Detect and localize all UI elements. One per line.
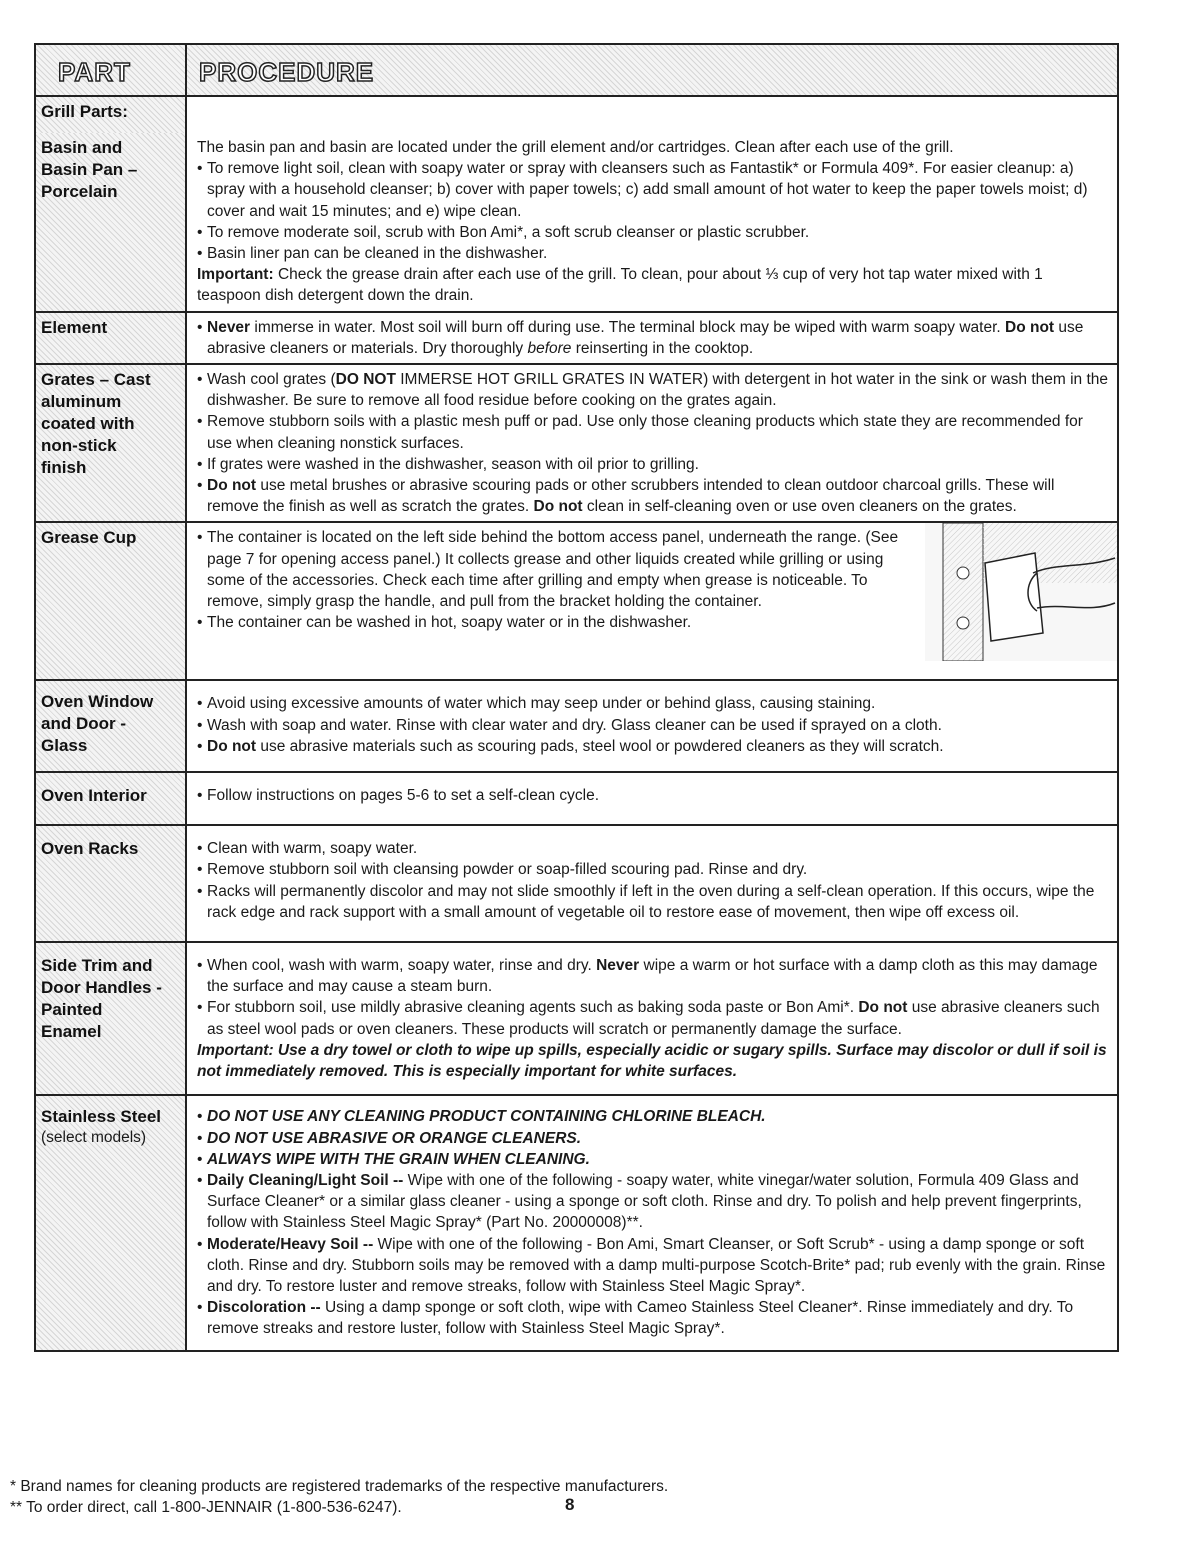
trim-b2c: use abrasive cleaners such as steel wool pads or oven cleaners. These products will scratch or permanently damage the surface. — [207, 999, 1100, 1038]
stainless-b5b: Wipe with one of the following - Bon Ami, Smart Cleanser, or Soft Scrub* - using a damp sponge or soft cloth. Rinse and dry. Stubborn soils may be removed with a damp multi-purpose Scotch-Brite* pad; rub evenly with the grain. Rinse and dry. To restore luster and remove streaks, follow with Stainless Steel Magic Spray*. — [207, 1235, 1106, 1295]
grates-label: Grates – Cast aluminum coated with non-stick finish — [41, 370, 151, 478]
interior-bullet-1: Follow instructions on pages 5-6 to set a self-clean cycle. — [207, 787, 599, 805]
table-row-trim — [36, 943, 1117, 1096]
trim-important: Important: Use a dry towel or cloth to wipe up spills, especially acidic or sugary spills. Surface may discolor or dull if soil is not immediately removed. This is especially important for white surfaces. — [197, 1041, 1107, 1081]
stainless-b4a: Daily Cleaning/Light Soil -- — [207, 1171, 404, 1189]
stainless-b6b: Using a damp sponge or soft cloth, wipe with Cameo Stainless Steel Cleaner*. Rinse immediately and dry. To remove streaks and restore luster, follow with Stainless Steel Magic Spray*. — [207, 1299, 1074, 1338]
grates-bullet-2: Remove stubborn soils with a plastic mesh puff or pad. Use only those cleaning products which state they are recommended for use when cleaning nonstick surfaces. — [207, 413, 1083, 452]
table-row-racks — [36, 826, 1117, 943]
stainless-sublabel: (select models) — [41, 1129, 147, 1147]
grease-procedure: • The container is located on the left side behind the bottom access panel, underneath the range. (See page 7 for opening access panel.) It collects grease and other liquids created while grilling or using some of the accessories. Check each time after grilling and empty when grease is noticeable. To remove, simply grasp the handle, and pull from the bracket holding the container. • The container can be washed in hot, soapy water or in the dishwasher. — [187, 523, 1117, 679]
window-bullet-1: Avoid using excessive amounts of water which may seep under or behind glass, causing staining. — [207, 695, 876, 713]
stainless-bullet-2: DO NOT USE ABRASIVE OR ORANGE CLEANERS. — [207, 1129, 582, 1147]
racks-label: Oven Racks — [41, 839, 139, 859]
trim-b1a: When cool, wash with warm, soapy water, rinse and dry. — [207, 957, 597, 975]
table-row-stainless — [36, 1096, 1117, 1349]
stainless-bullet-1: DO NOT USE ANY CLEANING PRODUCT CONTAINING CHLORINE BLEACH. — [207, 1108, 766, 1126]
element-procedure: • Never immerse in water. Most soil will burn off during use. The terminal block may be wiped with warm soapy water. Do not use abrasive cleaners or materials. Dry thoroughly before reinserting in the cooktop. — [187, 313, 1117, 363]
window-procedure: • Avoid using excessive amounts of water which may seep under or behind glass, causing staining. • Wash with soap and water. Rinse with clear water and dry. Glass cleaner can be used if sprayed on a cloth. • Do not use abrasive materials such as scouring pads, steel wool or powdered cleaners as they will scratch. — [187, 681, 1117, 771]
window-bullet-2: Wash with soap and water. Rinse with clear water and dry. Glass cleaner can be used if sprayed on a cloth. — [207, 716, 942, 734]
grease-bullet-1: The container is located on the left side behind the bottom access panel, underneath the range. (See page 7 for opening access panel.) It collects grease and other liquids created while grilling or using some of the accessories. Check each time after grilling and empty when grease is noticeable. To remove, simply grasp the handle, and pull from the bracket holding the container. — [207, 529, 899, 611]
grates-procedure: • Wash cool grates (DO NOT IMMERSE HOT GRILL GRATES IN WATER) with detergent in hot water in the sink or wash them in the dishwasher. Be sure to remove all food residue before cooking on the grates again. • Remove stubborn soils with a plastic mesh puff or pad. Use only those cleaning products which state they are recommended for use when cleaning nonstick surfaces. • If grates were washed in the dishwasher, season with oil prior to grilling. • Do not use metal brushes or abrasive scouring pads or other scrubbers intended to clean outdoor charcoal grills. These will remove the finish as well as scratch the grates. Do not clean in self-cleaning oven or use oven cleaners on the grates. — [187, 365, 1117, 521]
trim-b2b: Do not — [858, 999, 908, 1017]
element-before: before — [527, 339, 572, 357]
trim-b1b: Never — [596, 957, 640, 975]
footnote-1: * Brand names for cleaning products are registered trademarks of the respective manufacturers. — [10, 1478, 669, 1495]
racks-bullet-3: Racks will permanently discolor and may not slide smoothly if left in the oven during a self-clean operation. If this occurs, wipe the rack edge and rack support with a small amount of vegetable oil to restore ease of movement, then wipe off excess oil. — [207, 882, 1095, 921]
racks-bullet-2: Remove stubborn soil with cleansing powder or soap-filled scouring pad. Rinse and dry. — [207, 861, 808, 879]
grates-b4d: clean in self-cleaning oven or use oven cleaners on the grates. — [582, 498, 1017, 516]
stainless-label: Stainless Steel — [41, 1107, 162, 1127]
interior-label: Oven Interior — [41, 786, 147, 806]
window-b3a: Do not — [207, 737, 257, 755]
cleaning-table — [34, 43, 1119, 1352]
table-row-interior — [36, 773, 1117, 826]
grease-bullet-2: The container can be washed in hot, soapy water or in the dishwasher. — [207, 614, 692, 632]
stainless-b6a: Discoloration -- — [207, 1299, 321, 1317]
basin-bullet-2: To remove moderate soil, scrub with Bon Ami*, a soft scrub cleanser or plastic scrubber. — [207, 223, 810, 241]
part-column-header: PART — [58, 57, 131, 87]
element-never: Never — [207, 318, 251, 336]
grates-bullet-3: If grates were washed in the dishwasher, season with oil prior to grilling. — [207, 455, 699, 473]
trim-b1c: wipe a warm or hot surface with a damp cloth as this may damage the surface and may cause a steam burn. — [207, 957, 1098, 996]
trim-b2a: For stubborn soil, use mildly abrasive cleaning agents such as baking soda paste or Bon Ami*. — [207, 999, 859, 1017]
element-text-3: reinserting in the cooktop. — [571, 339, 754, 357]
basin-label: Basin and Basin Pan – Porcelain — [41, 138, 138, 201]
element-do-not: Do not — [1005, 318, 1055, 336]
grates-b1a: Wash cool grates ( — [207, 371, 336, 389]
basin-procedure: The basin pan and basin are located under the grill element and/or cartridges. Clean after each use of the grill. • To remove light soil, clean with soapy water or spray with cleansers such as Fantastik* or Formula 409*. For easier cleanup: a) spray with a household cleanser; b) cover with paper towels; c) add small amount of hot water to keep the paper towels moist; d) cover and wait 15 minutes; and e) wipe clean. • To remove moderate soil, scrub with Bon Ami*, a soft scrub cleanser or plastic scrubber. • Basin liner pan can be cleaned in the dishwasher. Important: Check the grease drain after each use of the grill. To clean, pour about ⅓ cup of very hot tap water mixed with 1 teaspoon dish detergent down the drain. — [187, 133, 1117, 311]
element-text-1: immerse in water. Most soil will burn off during use. The terminal block may be wiped with warm soapy water. — [250, 318, 1006, 336]
grill-parts-group — [36, 97, 1117, 681]
basin-intro: The basin pan and basin are located under the grill element and/or cartridges. Clean after each use of the grill. — [197, 139, 954, 156]
trim-procedure: • When cool, wash with warm, soapy water, rinse and dry. Never wipe a warm or hot surface with a damp cloth as this may damage the surface and may cause a steam burn. • For stubborn soil, use mildly abrasive cleaning agents such as baking soda paste or Bon Ami*. Do not use abrasive cleaners such as steel wool pads or oven cleaners. These products will scratch or permanently damage the surface. Important: Use a dry towel or cloth to wipe up spills, especially acidic or sugary spills. Surface may discolor or dull if soil is not immediately removed. This is especially important for white surfaces. — [187, 943, 1117, 1094]
element-text-2: use abrasive cleaners or materials. Dry thoroughly — [207, 318, 1084, 357]
grates-b1b: DO NOT — [335, 371, 396, 389]
interior-procedure: • Follow instructions on pages 5-6 to set a self-clean cycle. — [187, 773, 1117, 824]
window-b3b: use abrasive materials such as scouring pads, steel wool or powdered cleaners as they will scratch. — [256, 737, 944, 755]
page-number: 8 — [565, 1495, 575, 1514]
grates-b4a: Do not — [207, 477, 257, 495]
basin-bullet-3: Basin liner pan can be cleaned in the dishwasher. — [207, 245, 548, 263]
grease-cup-illustration — [925, 523, 1117, 661]
stainless-b5a: Moderate/Heavy Soil -- — [207, 1235, 374, 1253]
basin-important-text: Check the grease drain after each use of the grill. To clean, pour about ⅓ cup of very hot tap water mixed with 1 teaspoon dish detergent down the drain. — [197, 266, 1043, 305]
trim-label: Side Trim and Door Handles - Painted Enamel — [41, 956, 162, 1042]
grates-b4b: use metal brushes or abrasive scouring pads or other scrubbers intended to clean outdoor charcoal grills. These will remove the finish as well as scratch the grates. — [207, 477, 1055, 516]
stainless-b4b: Wipe with one of the following - soapy water, white vinegar/water solution, Formula 409 Glass and Surface Cleaner* or a similar glass cleaner - using a sponge or soft cloth. Rinse and dry. To polish and help prevent fingerprints, follow with Stainless Steel Magic Spray* (Part No. 20000008)**. — [207, 1171, 1082, 1232]
basin-bullet-1: To remove light soil, clean with soapy water or spray with cleansers such as Fantastik* or Formula 409*. For easier cleanup: a) spray with a household cleanser; b) cover with paper towels; c) add small amount of hot water to keep the paper towels moist; d) cover and wait 15 minutes; and e) wipe clean. — [207, 160, 1088, 220]
grates-b4c: Do not — [533, 498, 583, 516]
grates-b1c: IMMERSE HOT GRILL GRATES IN WATER) with detergent in hot water in the sink or wash them in the dishwasher. Be sure to remove all food residue before cooking on the grates again. — [207, 371, 1109, 410]
footnote-2: ** To order direct, call 1-800-JENNAIR (1-800-536-6247). — [10, 1499, 402, 1516]
racks-procedure: • Clean with warm, soapy water. • Remove stubborn soil with cleansing powder or soap-filled scouring pad. Rinse and dry. • Racks will permanently discolor and may not slide smoothly if left in the oven during a self-clean operation. If this occurs, wipe the rack edge and rack support with a small amount of vegetable oil to restore ease of movement, then wipe off excess oil. — [187, 826, 1117, 941]
racks-bullet-1: Clean with warm, soapy water. — [207, 840, 418, 858]
table-row-window — [36, 681, 1117, 773]
procedure-column-header: PROCEDURE — [199, 57, 375, 87]
grease-label: Grease Cup — [41, 528, 137, 548]
grill-parts-label: Grill Parts: — [41, 102, 128, 121]
element-label: Element — [41, 317, 108, 337]
stainless-bullet-3: ALWAYS WIPE WITH THE GRAIN WHEN CLEANING. — [207, 1150, 590, 1168]
basin-important-label: Important: — [197, 266, 274, 284]
stainless-procedure: • DO NOT USE ANY CLEANING PRODUCT CONTAINING CHLORINE BLEACH. • DO NOT USE ABRASIVE OR ORANGE CLEANERS. • ALWAYS WIPE WITH THE GRAIN WHEN CLEANING. • Daily Cleaning/Light Soil -- Wipe with one of the following - soapy water, white vinegar/water solution, Formula 409 Glass and Surface Cleaner* or a similar glass cleaner - using a sponge or soft cloth. Rinse and dry. To polish and help prevent fingerprints, follow with Stainless Steel Magic Spray* (Part No. 20000008)**. • Moderate/Heavy Soil -- Wipe with one of the following - Bon Ami, Smart Cleanser, or Soft Scrub* - using a damp sponge or soft cloth. Rinse and dry. Stubborn soils may be removed with a damp multi-purpose Scotch-Brite* pad; rub evenly with the grain. Rinse and dry. To restore luster and remove streaks, follow with Stainless Steel Magic Spray*. • Discoloration -- Using a damp sponge or soft cloth, wipe with Cameo Stainless Steel Cleaner*. Rinse immediately and dry. To remove streaks and restore luster, follow with Stainless Steel Magic Spray*. — [187, 1096, 1117, 1349]
table-header — [36, 45, 1117, 97]
window-label: Oven Window and Door - Glass — [41, 692, 154, 756]
